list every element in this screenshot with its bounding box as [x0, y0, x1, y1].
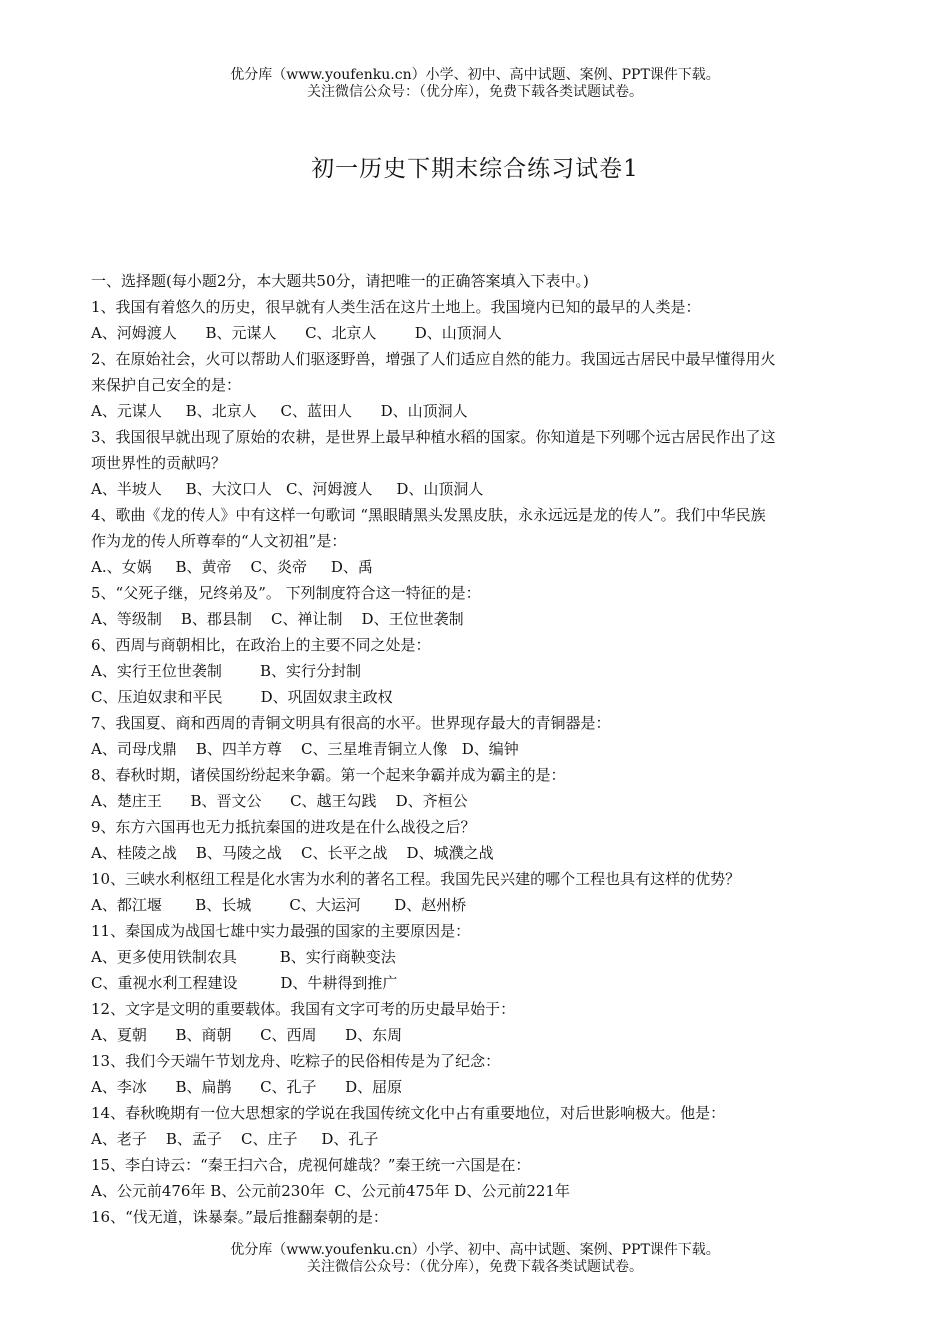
question-3: 3、我国很早就出现了原始的农耕，是世界上最早种植水稻的国家。你知道是下列哪个远古居民作出了这 — [91, 428, 776, 446]
question-14: 14、春秋晚期有一位大思想家的学说在我国传统文化中占有重要地位，对后世影响极大。他是： — [91, 1104, 726, 1122]
question-7: 7、我国夏、商和西周的青铜文明具有很高的水平。世界现存最大的青铜器是： — [91, 714, 611, 732]
options-5: A、等级制 B、郡县制 C、禅让制 D、王位世袭制 — [91, 610, 464, 628]
question-13: 13、我们今天端午节划龙舟、吃粽子的民俗相传是为了纪念： — [91, 1052, 501, 1070]
question-9: 9、东方六国再也无力抵抗秦国的进攻是在什么战役之后？ — [91, 818, 476, 836]
document-title: 初一历史下期末综合练习试卷1 — [311, 156, 639, 182]
options-11-ab: A、更多使用铁制农具 B、实行商鞅变法 — [91, 948, 396, 966]
options-9: A、桂陵之战 B、马陵之战 C、长平之战 D、城濮之战 — [91, 844, 494, 862]
options-2: A、元谋人 B、北京人 C、蓝田人 D、山顶洞人 — [91, 402, 468, 420]
options-12: A、夏朝 B、商朝 C、西周 D、东周 — [91, 1026, 403, 1044]
options-13: A、李冰 B、扁鹊 C、孔子 D、屈原 — [91, 1078, 403, 1096]
footer-line-1: 优分库（www.youfenku.cn）小学、初中、高中试题、案例、PPT课件下载。 — [230, 1242, 720, 1258]
question-15: 15、李白诗云：“秦王扫六合，虎视何雄哉？”秦王统一六国是在： — [91, 1156, 531, 1174]
options-6-ab: A、实行王位世袭制 B、实行分封制 — [91, 662, 362, 680]
options-10: A、都江堰 B、长城 C、大运河 D、赵州桥 — [91, 896, 467, 914]
page-header — [0, 67, 950, 101]
options-4: A.、女娲 B、黄帝 C、炎帝 D、禹 — [91, 558, 373, 576]
footer-line-2: 关注微信公众号：（优分库），免费下载各类试题试卷。 — [307, 1259, 643, 1275]
question-11: 11、秦国成为战国七雄中实力最强的国家的主要原因是： — [91, 922, 471, 940]
options-15: A、公元前476年 B、公元前230年 C、公元前475年 D、公元前221年 — [91, 1182, 570, 1200]
question-8: 8、春秋时期，诸侯国纷纷起来争霸。第一个起来争霸并成为霸主的是： — [91, 766, 566, 784]
options-8: A、楚庄王 B、晋文公 C、越王勾践 D、齐桓公 — [91, 792, 468, 810]
options-3: A、半坡人 B、大汶口人 C、河姆渡人 D、山顶洞人 — [91, 480, 484, 498]
question-12: 12、文字是文明的重要载体。我国有文字可考的历史最早始于： — [91, 1000, 516, 1018]
question-16: 16、“伐无道，诛暴秦。”最后推翻秦朝的是： — [91, 1208, 388, 1226]
section-heading: 一、选择题(每小题2分，本大题共50分，请把唯一的正确答案填入下表中。) — [91, 272, 589, 290]
question-1: 1、我国有着悠久的历史，很早就有人类生活在这片土地上。我国境内已知的最早的人类是： — [91, 298, 701, 316]
question-6: 6、西周与商朝相比，在政治上的主要不同之处是： — [91, 636, 431, 654]
header-line-1: 优分库（www.youfenku.cn）小学、初中、高中试题、案例、PPT课件下载。 — [230, 67, 720, 83]
options-1: A、河姆渡人 B、元谋人 C、北京人 D、山顶洞人 — [91, 324, 502, 342]
question-5: 5、“父死子继，兄终弟及”。 下列制度符合这一特征的是： — [91, 584, 481, 602]
header-line-2: 关注微信公众号：（优分库），免费下载各类试题试卷。 — [307, 84, 643, 100]
question-3-cont: 项世界性的贡献吗？ — [91, 454, 227, 472]
question-body — [91, 268, 866, 1230]
options-11-cd: C、重视水利工程建设 D、牛耕得到推广 — [91, 974, 398, 992]
options-14: A、老子 B、孟子 C、庄子 D、孔子 — [91, 1130, 379, 1148]
options-6-cd: C、压迫奴隶和平民 D、巩固奴隶主政权 — [91, 688, 393, 706]
page-footer — [0, 1242, 950, 1276]
question-2-cont: 来保护自己安全的是： — [91, 376, 242, 394]
options-7: A、司母戊鼎 B、四羊方尊 C、三星堆青铜立人像 D、编钟 — [91, 740, 519, 758]
question-4-cont: 作为龙的传人所尊奉的“人文初祖”是： — [91, 532, 347, 550]
question-2: 2、在原始社会，火可以帮助人们驱逐野兽，增强了人们适应自然的能力。我国远古居民中最早懂得用火 — [91, 350, 776, 368]
question-10: 10、三峡水利枢纽工程是化水害为水利的著名工程。我国先民兴建的哪个工程也具有这样的优势？ — [91, 870, 741, 888]
question-4: 4、歌曲《龙的传人》中有这样一句歌词 “黑眼睛黑头发黑皮肤，永永远远是龙的传人”。我们中华民族 — [91, 506, 766, 524]
